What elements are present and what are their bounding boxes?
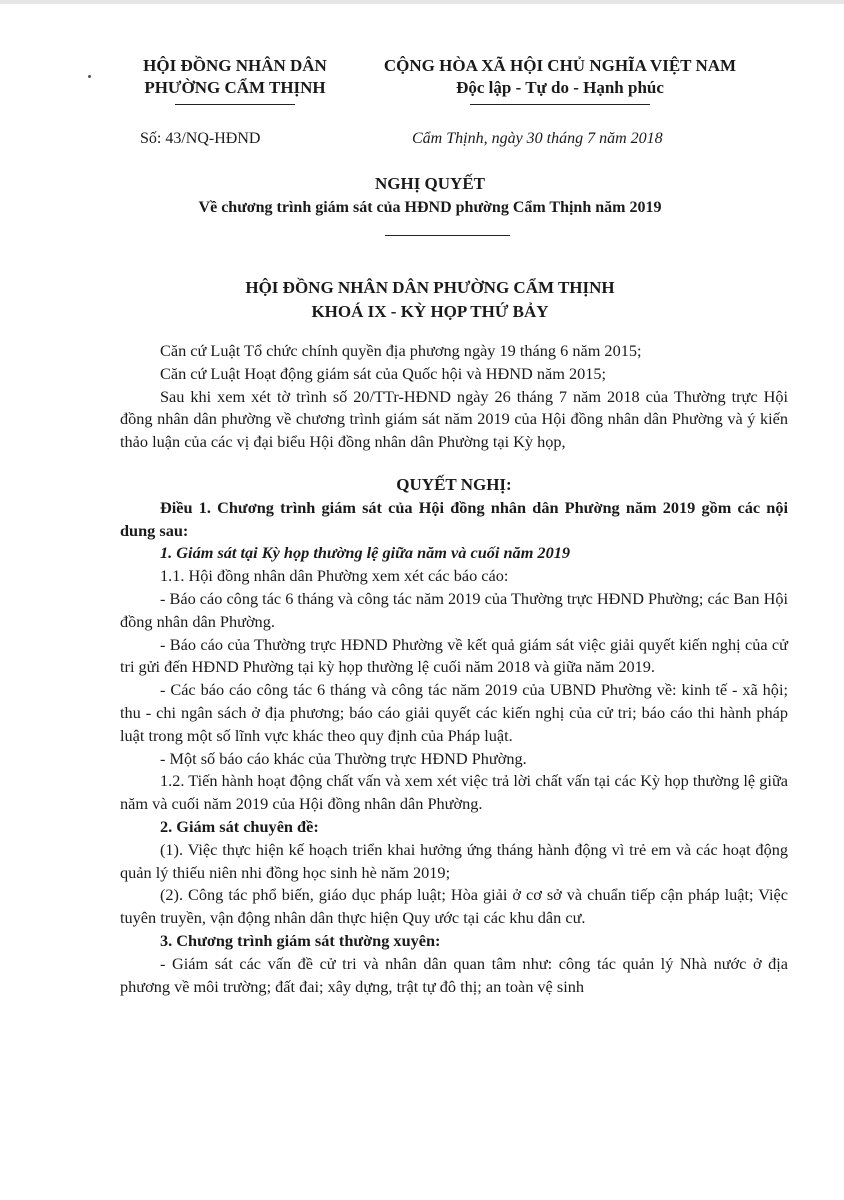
issuing-authority xyxy=(100,55,370,99)
list-item: - Một số báo cáo khác của Thường trực HĐND Phường. xyxy=(160,748,527,768)
list-item: (2). Công tác phổ biến, giáo dục pháp luật; Hòa giải ở cơ sở và chuẩn tiếp cận pháp luật; Việc tuyên truyền, vận động nhân dân thực hiện Quy ước tại các khu dân cư. xyxy=(120,885,788,928)
national-motto xyxy=(360,55,760,99)
section-2-heading: 2. Giám sát chuyên đề: xyxy=(160,816,319,836)
scan-edge xyxy=(0,0,844,4)
list-item: - Báo cáo công tác 6 tháng và công tác năm 2019 của Thường trực HĐND Phường; các Ban Hội đồng nhân dân Phường. xyxy=(120,588,788,631)
list-item: (1). Việc thực hiện kế hoạch triển khai hưởng ứng tháng hành động vì trẻ em và các hoạt động quản lý thiếu niên nhi đồng học sinh hè năm 2019; xyxy=(120,839,788,882)
authority-line-1: HỘI ĐỒNG NHÂN DÂN xyxy=(143,56,327,75)
list-item: - Giám sát các vấn đề cử tri và nhân dân quan tâm như: công tác quản lý Nhà nước ở địa phương về môi trường; đất đai; xây dựng, trật tự đô thị; an toàn vệ sinh xyxy=(120,953,788,996)
title-underline xyxy=(385,235,510,236)
document-type: NGHỊ QUYẾT xyxy=(374,174,486,193)
country-name: CỘNG HÒA XÃ HỘI CHỦ NGHĨA VIỆT NAM xyxy=(383,56,737,75)
preamble-line: Căn cứ Luật Hoạt động giám sát của Quốc hội và HĐND năm 2015; xyxy=(160,363,607,383)
motto-line: Độc lập - Tự do - Hạnh phúc xyxy=(456,78,664,97)
decision-heading: QUYẾT NGHỊ: xyxy=(396,474,512,494)
scan-speck xyxy=(88,75,91,78)
section-1-heading: 1. Giám sát tại Kỳ họp thường lệ giữa năm và cuối năm 2019 xyxy=(160,543,570,563)
preamble-line: Căn cứ Luật Tổ chức chính quyền địa phương ngày 19 tháng 6 năm 2015; xyxy=(160,341,642,360)
article-1: Điều 1. Chương trình giám sát của Hội đồng nhân dân Phường năm 2019 gồm các nội dung sau: xyxy=(120,497,788,540)
motto-underline xyxy=(470,104,650,105)
section-3-heading: 3. Chương trình giám sát thường xuyên: xyxy=(160,930,441,950)
list-item: - Báo cáo của Thường trực HĐND Phường về kết quả giám sát việc giải quyết kiến nghị của cử tri gửi đến HĐND Phường tại kỳ họp thường lệ cuối năm 2018 và giữa năm 2019. xyxy=(120,634,788,677)
authority-line-2: PHƯỜNG CẨM THỊNH xyxy=(144,78,326,97)
document-subject: Về chương trình giám sát của HĐND phường Cẩm Thịnh năm 2019 xyxy=(198,199,662,216)
section-1-1: 1.1. Hội đồng nhân dân Phường xem xét các báo cáo: xyxy=(160,566,509,586)
section-1-2: 1.2. Tiến hành hoạt động chất vấn và xem xét việc trả lời chất vấn tại các Kỳ họp thường lệ giữa năm và cuối năm 2019 của Hội đồng nhân dân Phường. xyxy=(120,771,788,814)
document-body xyxy=(120,340,788,998)
document-number: Số: 43/NQ-HĐND xyxy=(140,130,261,147)
place-date: Cẩm Thịnh, ngày 30 tháng 7 năm 2018 xyxy=(412,130,663,147)
authority-underline xyxy=(175,104,295,105)
council-session: KHOÁ IX - KỲ HỌP THỨ BẢY xyxy=(311,302,549,321)
list-item: - Các báo cáo công tác 6 tháng và công tác năm 2019 của UBND Phường về: kinh tế - xã hội; thu - chi ngân sách ở địa phương; báo cáo giải quyết các kiến nghị của cử tri; báo cáo thi hành pháp luật trong một số lĩnh vực khác theo quy định của Pháp luật. xyxy=(120,680,788,745)
council-name: HỘI ĐỒNG NHÂN DÂN PHƯỜNG CẨM THỊNH xyxy=(245,278,615,297)
preamble-line: Sau khi xem xét tờ trình số 20/TTr-HĐND ngày 26 tháng 7 năm 2018 của Thường trực Hội đồng nhân dân phường về chương trình giám sát năm 2019 của Hội đồng nhân dân Phường và ý kiến thảo luận của các vị đại biểu Hội đồng nhân dân Phường tại Kỳ họp, xyxy=(120,386,788,452)
